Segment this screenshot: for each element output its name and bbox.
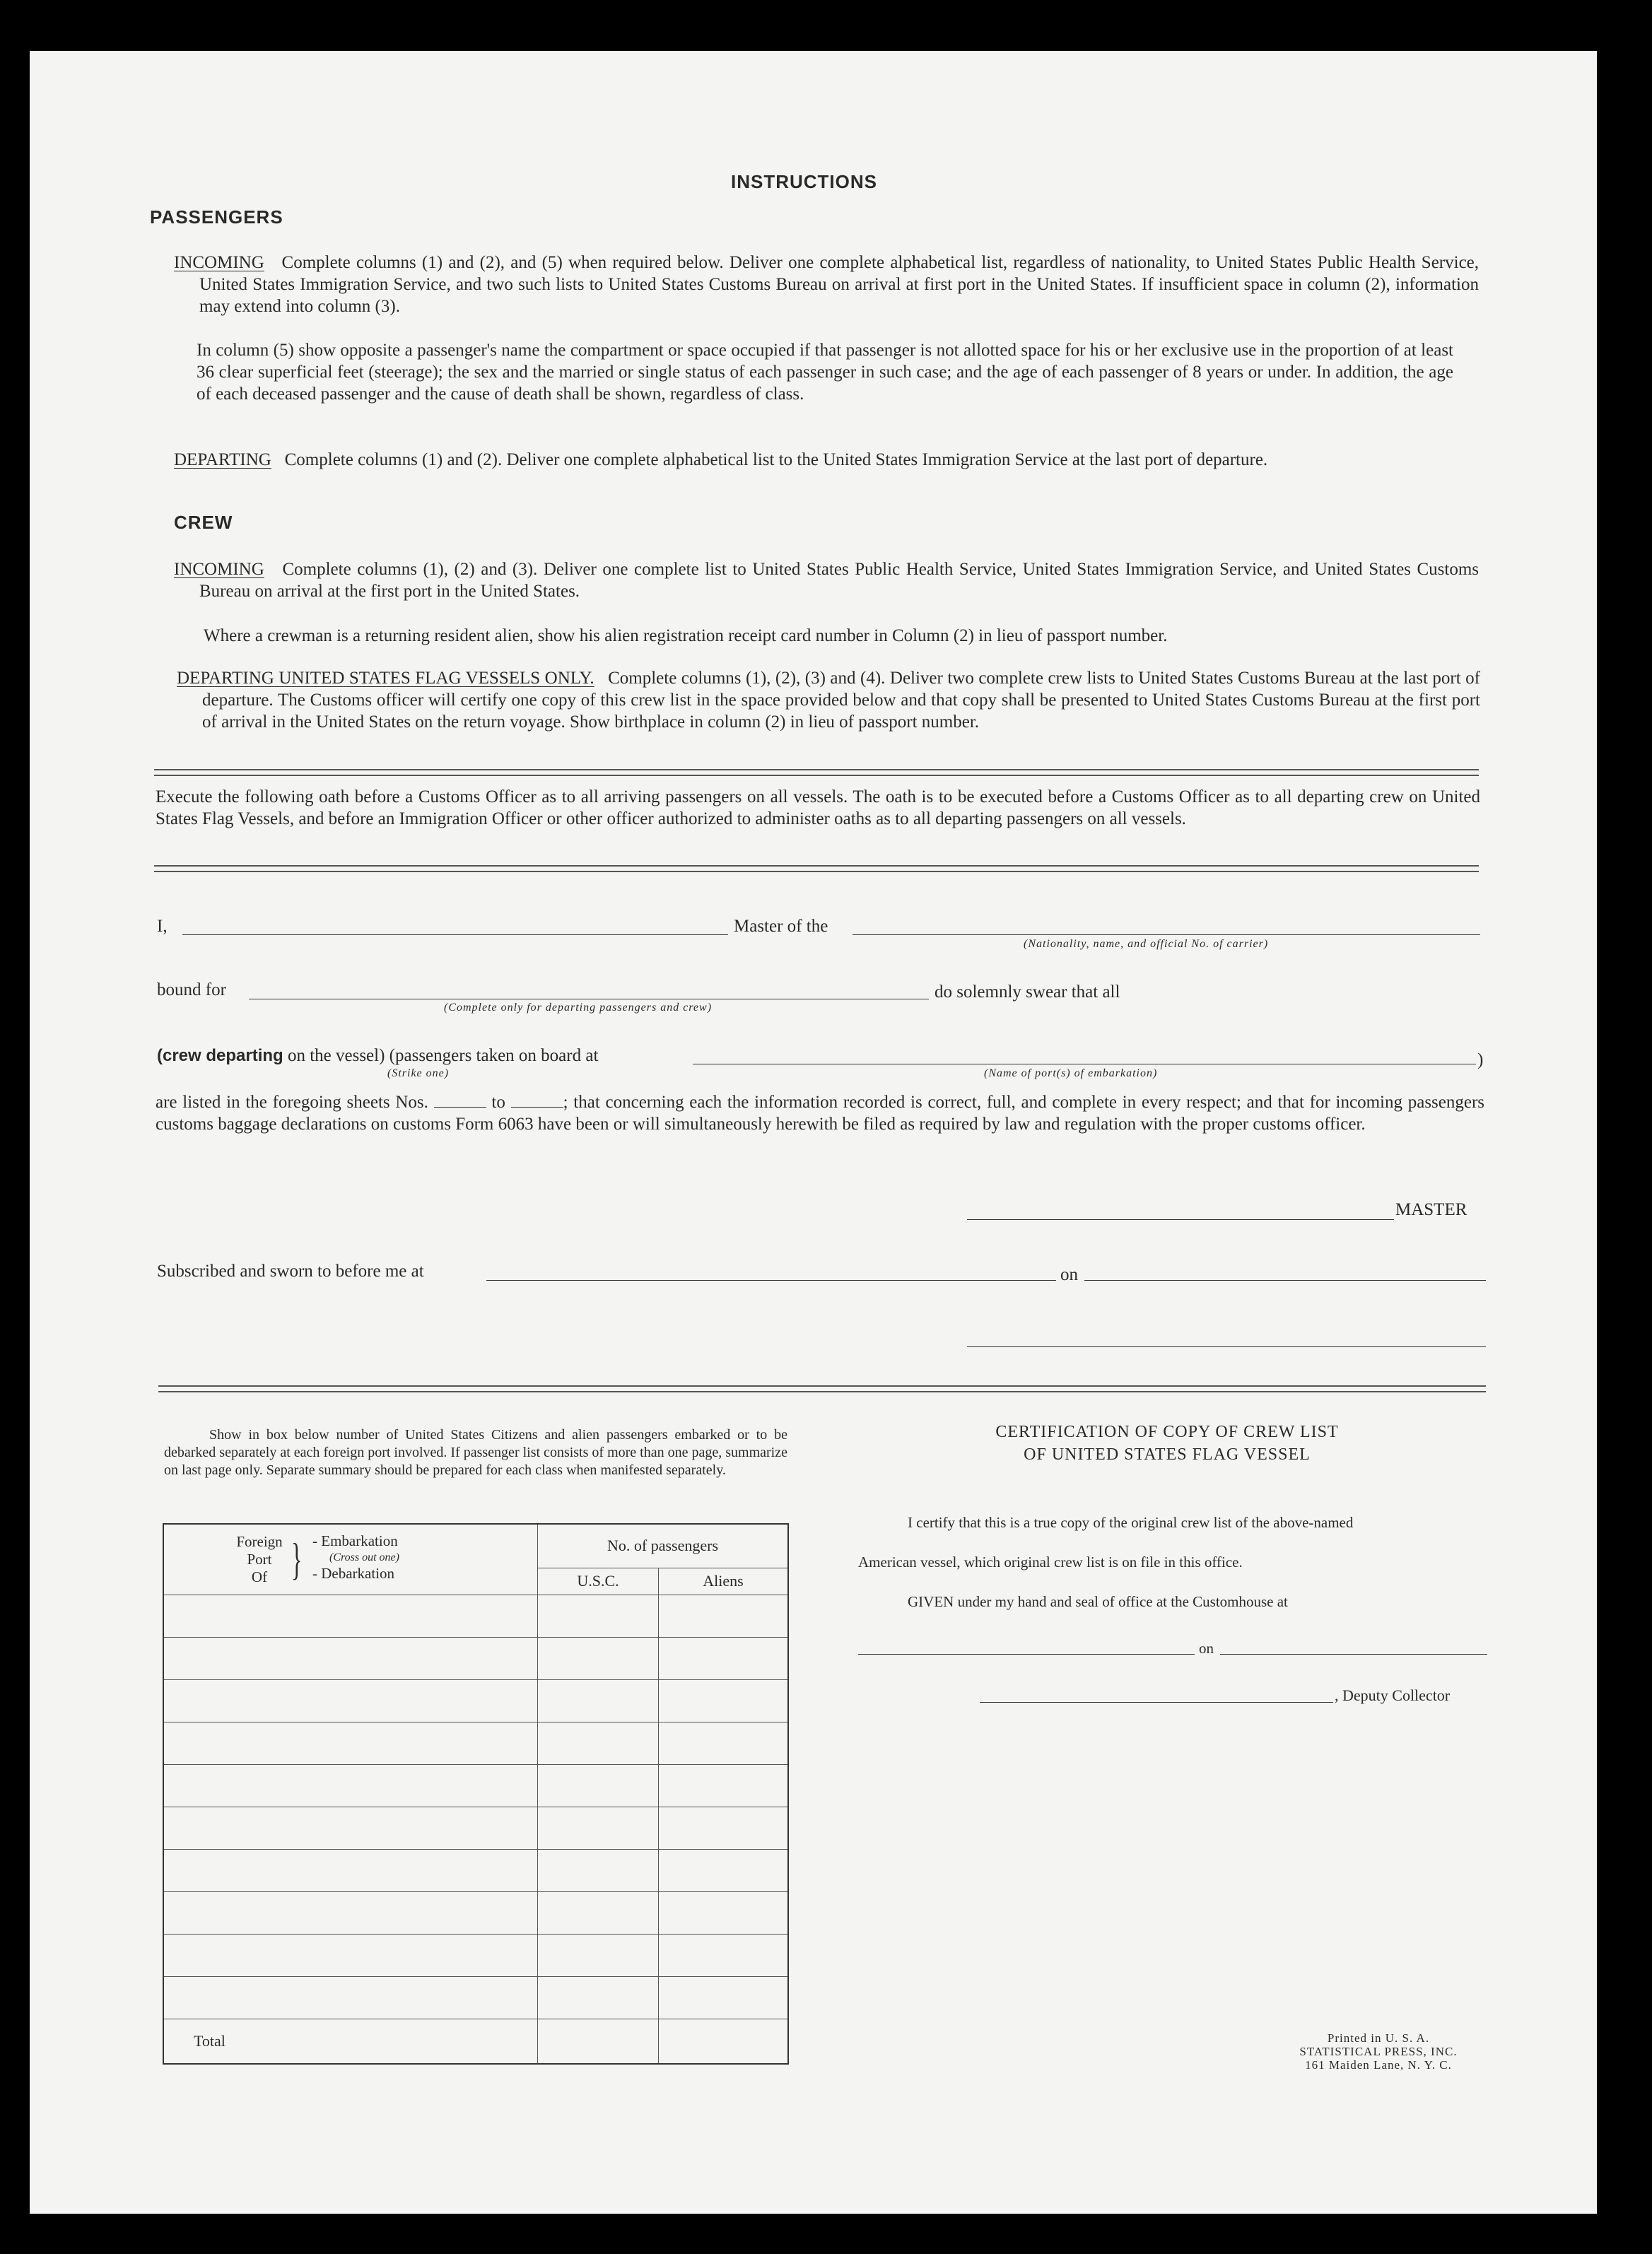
certification-title [845,1421,1489,1466]
table-row [163,1679,788,1722]
oath-i-label: I, [157,917,168,936]
sheet-to-field[interactable] [511,1107,563,1108]
crew-incoming-text: Complete columns (1), (2) and (3). Deliver one complete list to United States Public Health Service, United States Immigration Service, and United States Customs Bureau on arrival at the first port in the United States. [199,560,1480,601]
foreign-port-header [163,1524,538,1595]
certification-title-line1: CERTIFICATION OF COPY OF CREW LIST [995,1423,1339,1441]
usc-cell[interactable] [538,1976,659,2019]
to-label: to [491,1093,505,1112]
sheet-from-field[interactable] [434,1107,486,1108]
page-title: INSTRUCTIONS [731,171,877,192]
usc-cell[interactable] [538,1764,659,1807]
table-row [163,1637,788,1679]
port-cell[interactable] [163,1595,538,1637]
table-row [163,1891,788,1934]
given-text: GIVEN under my hand and seal of office at the Customhouse at [908,1593,1288,1610]
sworn-date-field[interactable] [1084,1280,1486,1281]
of-label: Of [251,1568,268,1585]
passenger-summary-table [163,1523,789,2065]
port-cell[interactable] [163,1722,538,1764]
usc-cell[interactable] [538,1595,659,1637]
master-name-field[interactable] [182,934,728,935]
listed-start: are listed in the foregoing sheets Nos. [156,1093,428,1112]
usc-cell[interactable] [538,1891,659,1934]
total-aliens-cell[interactable] [659,2019,789,2064]
listed-rest: ; that concerning each the information recorded is correct, full, and complete in every respect; and that for incoming passengers customs baggage declarations on customs Form 6063 have been or will simultaneously herewith be filed as required by law and regulation with the proper customs officer. [156,1093,1485,1134]
officer-signature-field[interactable] [967,1346,1486,1347]
crew-incoming-label: INCOMING [174,560,264,579]
certify-line1 [858,1514,1487,1532]
customhouse-location-field[interactable] [858,1654,1195,1655]
usc-cell[interactable] [538,1807,659,1849]
passengers-departing-label: DEPARTING [174,450,271,469]
sworn-location-field[interactable] [486,1280,1056,1281]
aliens-cell[interactable] [659,1891,789,1934]
passengers-incoming-text: Complete columns (1) and (2), and (5) when required below. Deliver one complete alphabetical list, regardless of nationality, to United States Public Health Service, United States Immigration Service, and two such lists to United States Customs Bureau on arrival at first port in the United States. If insufficient space in column (2), information may extend into column (3). [199,253,1480,316]
aliens-cell[interactable] [659,1679,789,1722]
table-row [163,1722,788,1764]
total-label: Total [163,2019,538,2064]
strike-one-caption: (Strike one) [387,1067,450,1079]
foreign-label: Foreign [236,1533,283,1550]
cross-out-caption: (Cross out one) [329,1551,399,1563]
lower-divider [158,1385,1486,1392]
on-the-vessel-text: on the vessel) [287,1046,385,1065]
usc-cell[interactable] [538,1934,659,1976]
printer-line1: Printed in U. S. A. [1327,2031,1430,2045]
certification-title-line2: OF UNITED STATES FLAG VESSEL [1024,1445,1311,1464]
printer-line2: STATISTICAL PRESS, INC. [1299,2045,1458,2058]
subscribed-label: Subscribed and sworn to before me at [157,1262,424,1281]
oath-divider [154,865,1479,872]
master-of-the-label: Master of the [734,917,828,936]
usc-cell[interactable] [538,1849,659,1891]
usc-cell[interactable] [538,1679,659,1722]
table-row [163,1764,788,1807]
swear-text: do solemnly swear that all [935,982,1120,1002]
total-row [163,2019,788,2064]
aliens-cell[interactable] [659,1849,789,1891]
port-cell[interactable] [163,1679,538,1722]
bound-for-label: bound for [157,980,226,999]
sworn-on-label: on [1060,1265,1078,1284]
crew-departing-text: Complete columns (1), (2), (3) and (4). Deliver two complete crew lists to United States Customs Bureau at the last port of departure. The Customs officer will certify one copy of this crew list in the space provided below and that copy shall be presented to United States Customs Bureau at the first port of arrival in the United States on the return voyage. Show birthplace in column (2) in lieu of passport number. [202,669,1481,732]
aliens-cell[interactable] [659,1934,789,1976]
deputy-collector-label: , Deputy Collector [1335,1686,1451,1704]
port-cell[interactable] [163,1807,538,1849]
deputy-signature-field[interactable] [980,1702,1333,1703]
section-divider [154,769,1479,776]
crew-heading: CREW [174,512,233,533]
printer-line3: 161 Maiden Lane, N. Y. C. [1305,2058,1452,2072]
aliens-cell[interactable] [659,1637,789,1679]
passengers-taken-option[interactable]: (passengers taken on board at [389,1046,599,1065]
aliens-cell[interactable] [659,1976,789,2019]
crew-incoming-paragraph [174,558,1479,602]
carrier-caption: (Nationality, name, and official No. of carrier) [1024,938,1269,950]
embarkation-option[interactable]: - Embarkation [312,1532,398,1549]
summary-instructions: Show in box below number of United States Citizens and alien passengers embarked or to be debarked separately at each foreign port involved. If passenger list consists of more than one page, summarize on last page only. Separate summary should be prepared for each class when manifested separately. [164,1427,787,1478]
printer-imprint [1272,2031,1484,2072]
carrier-field[interactable] [853,934,1480,935]
debarkation-option[interactable]: - Debarkation [312,1565,395,1582]
port-cell[interactable] [163,1764,538,1807]
master-signature-field[interactable] [967,1219,1394,1220]
table-row [163,1849,788,1891]
returning-resident-note: Where a crewman is a returning resident alien, show his alien registration receipt card number in Column (2) in lieu of passport number. [204,626,1168,645]
bound-for-caption: (Complete only for departing passengers and crew) [444,1002,713,1014]
port-cell[interactable] [163,1637,538,1679]
passengers-departing-paragraph [174,449,1479,471]
port-cell[interactable] [163,1891,538,1934]
aliens-cell[interactable] [659,1807,789,1849]
master-label: MASTER [1395,1200,1468,1219]
passengers-incoming-label: INCOMING [174,253,264,272]
table-row [163,1595,788,1637]
cert-date-field[interactable] [1220,1654,1487,1655]
aliens-cell[interactable] [659,1595,789,1637]
ports-caption: (Name of port(s) of embarkation) [984,1067,1158,1079]
column5-note: In column (5) show opposite a passenger's name the compartment or space occupied if that passenger is not allotted space for his or her exclusive use in the proportion of at least 36 clear superficial feet (steerage); the sex and the married or single status of each passenger in such case; and the age of each passenger of 8 years or under. In addition, the age of each deceased passenger and the cause of death shall be shown, regardless of class. [197,341,1453,404]
port-cell[interactable] [163,1849,538,1891]
port-label: Port [247,1551,272,1568]
passengers-incoming-paragraph [174,252,1479,317]
crew-departing-paragraph [177,667,1480,733]
usc-cell[interactable] [538,1722,659,1764]
table-row [163,1976,788,2019]
usc-header: U.S.C. [538,1568,659,1595]
brace-icon: } [291,1534,303,1584]
sheets-statement [156,1091,1484,1135]
close-paren: ) [1477,1050,1484,1069]
strike-one-line [157,1046,598,1066]
port-cell[interactable] [163,1976,538,2019]
crew-departing-label: DEPARTING UNITED STATES FLAG VESSELS ONLY. [177,669,594,688]
aliens-header: Aliens [659,1568,789,1595]
cert-on-label: on [1199,1640,1214,1657]
port-cell[interactable] [163,1934,538,1976]
no-of-passengers-header: No. of passengers [538,1524,789,1568]
passengers-departing-text: Complete columns (1) and (2). Deliver one complete alphabetical list to the United States Immigration Service at the last port of departure. [284,450,1268,469]
usc-cell[interactable] [538,1637,659,1679]
certify-text-1: I certify that this is a true copy of the original crew list of the above-named [908,1514,1354,1531]
crew-departing-option[interactable]: (crew departing [157,1046,283,1065]
table-row [163,1807,788,1849]
total-usc-cell[interactable] [538,2019,659,2064]
table-row [163,1934,788,1976]
oath-instructions: Execute the following oath before a Customs Officer as to all arriving passengers on all vessels. The oath is to be executed before a Customs Officer as to all departing crew on United States Flag Vessels, and before an Immigration Officer or other officer authorized to administer oaths as to all departing passengers on all vessels. [156,787,1480,828]
certify-line2: American vessel, which original crew list is on file in this office. [858,1554,1243,1571]
aliens-cell[interactable] [659,1722,789,1764]
aliens-cell[interactable] [659,1764,789,1807]
passengers-heading: PASSENGERS [150,206,283,228]
